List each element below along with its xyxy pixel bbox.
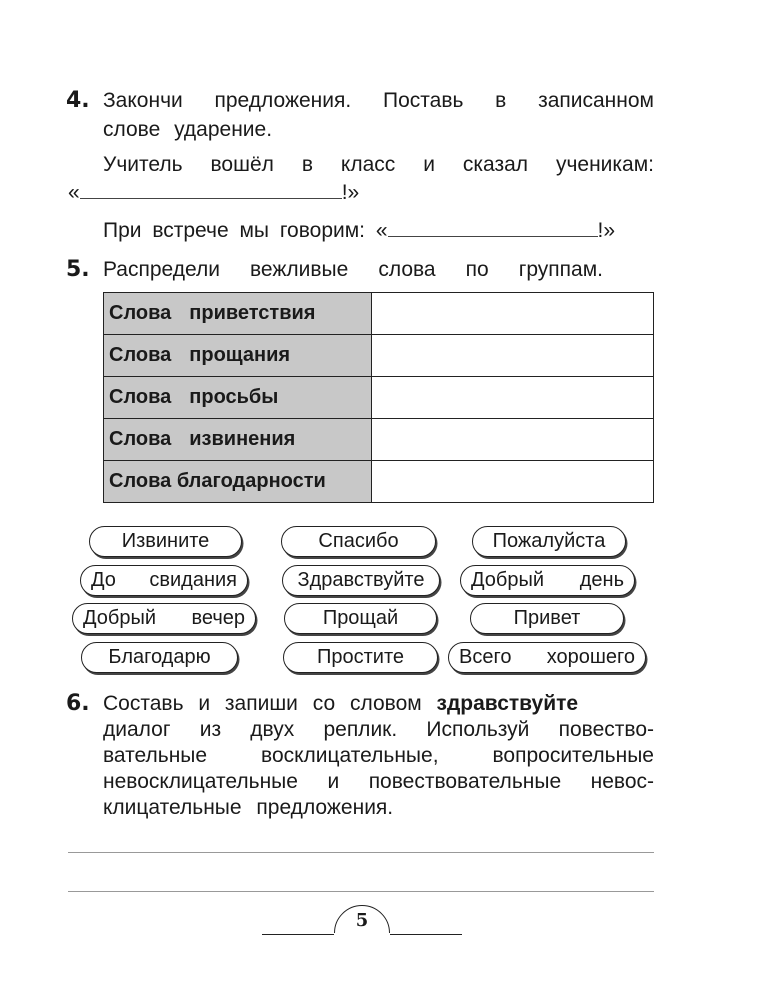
word-card[interactable]: Привет [470,603,624,634]
answer-cell[interactable] [372,377,654,419]
task-6-line5: клицательные предложения. [103,796,394,819]
table-row [104,461,654,503]
task-4-sentence1-line2 [68,180,359,206]
task-6-line1-text: Составь и запиши со словом [103,692,422,715]
task-6-number: 6. [66,691,90,716]
task-4-sentence2 [103,218,615,244]
table-row [104,419,654,461]
row-label: Слова приветствия [104,293,372,335]
word-card[interactable]: Простите [283,642,438,673]
task-4-sentence1-line1: Учитель вошёл в класс и сказал ученикам: [103,153,654,176]
task-4-number: 4. [66,88,90,113]
table-row [104,293,654,335]
word-card[interactable]: Прощай [284,603,437,634]
task-4-instruction-line1: Закончи предложения. Поставь в записанном [103,89,654,112]
row-label: Слова извинения [104,419,372,461]
task-6-line2: диалог из двух реплик. Используй повество- [103,718,654,741]
answer-cell[interactable] [372,461,654,503]
word-groups-table [103,292,654,503]
sentence2-text: При встрече мы говорим: « [103,219,388,242]
answer-cell[interactable] [372,335,654,377]
table-row [104,377,654,419]
close-quote: !» [597,219,616,242]
task-6-keyword: здравствуйте [436,692,579,715]
word-card[interactable]: Извините [89,526,242,557]
table-row [104,335,654,377]
writing-line[interactable] [68,891,654,892]
word-card[interactable]: Добрый день [460,565,635,596]
word-card[interactable]: Благодарю [81,642,238,673]
word-card[interactable]: Здравствуйте [282,565,440,596]
word-card[interactable]: Спасибо [281,526,436,557]
writing-line[interactable] [68,852,654,853]
task-6-line4: невосклицательные и повествовательные невос- [103,770,654,793]
word-card[interactable]: Добрый вечер [72,603,256,634]
answer-blank-2[interactable] [388,218,598,237]
task-6-line1 [103,691,654,717]
answer-cell[interactable] [372,293,654,335]
answer-blank-1[interactable] [80,180,342,199]
page-number: 5 [355,910,369,931]
footer-rule-left [262,934,334,935]
word-card[interactable]: До свидания [80,565,248,596]
close-quote: !» [341,181,360,204]
row-label: Слова благодарности [104,461,372,503]
task-4-instruction-line2: слове ударение. [103,118,273,141]
word-card[interactable]: Пожалуйста [472,526,626,557]
answer-cell[interactable] [372,419,654,461]
word-card[interactable]: Всего хорошего [448,642,646,673]
open-quote: « [68,181,80,204]
task-5-instruction: Распредели вежливые слова по группам. [103,258,603,281]
row-label: Слова прощания [104,335,372,377]
task-5-number: 5. [66,257,90,282]
row-label: Слова просьбы [104,377,372,419]
footer-rule-right [390,934,462,935]
task-6-line3: вательные восклицательные, вопросительные [103,744,654,767]
